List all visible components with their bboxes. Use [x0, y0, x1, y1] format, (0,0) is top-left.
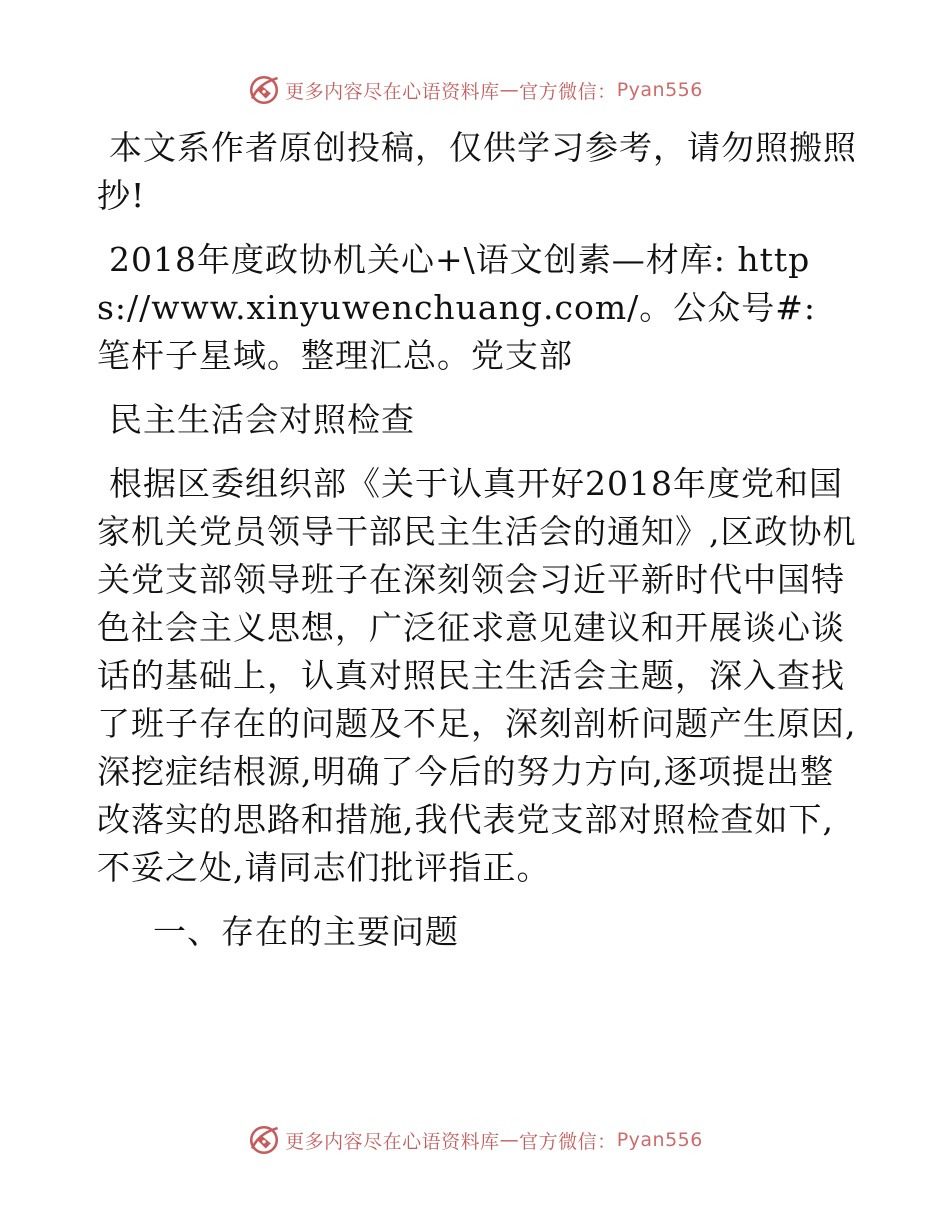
- watermark-separator: —: [499, 79, 520, 101]
- watermark-banner-top: [0, 70, 950, 110]
- watermark-banner-bottom: [0, 1120, 950, 1160]
- pen-nib-logo-icon: [247, 73, 281, 107]
- section-heading: 一、存在的主要问题: [153, 912, 459, 951]
- watermark-official-label: 官方微信：: [519, 80, 617, 103]
- document-body: [97, 124, 857, 956]
- watermark-separator: —: [499, 1129, 520, 1151]
- watermark-official-label: 官方微信：: [519, 1130, 617, 1153]
- intro-paragraph: 根据区委组织部《关于认真开好2018年度党和国家机关党员领导干部民主生活会的通知》,区政协机关党支部领导班子在深刻领会习近平新时代中国特色社会主义思想，广泛征求意见建议和开展谈心谈话的基础上，认真对照民主生活会主题，深入查找了班子存在的问题及不足，深刻剖析问题产生原因,深挖症结根源,明确了今后的努力方向,逐项提出整改落实的思路和措施,我代表党支部对照检查如下,不妥之处,请同志们批评指正。: [97, 464, 857, 887]
- watermark-account: Pyan556: [616, 1129, 703, 1151]
- document-title: 民主生活会对照检查: [109, 400, 415, 439]
- pen-nib-logo-icon: [247, 1123, 281, 1157]
- disclaimer-paragraph: 本文系作者原创投稿，仅供学习参考，请勿照搬照抄!: [97, 128, 857, 215]
- watermark-text: 更多内容尽在心语资料库: [285, 80, 500, 103]
- source-paragraph: 2018年度政协机关心+\语文创素—材库: https://www.xinyuwenchuang.com/。公众号#: 笔杆子星域。整理汇总。党支部: [97, 240, 817, 375]
- watermark-text: 更多内容尽在心语资料库: [285, 1130, 500, 1153]
- watermark-account: Pyan556: [616, 79, 703, 101]
